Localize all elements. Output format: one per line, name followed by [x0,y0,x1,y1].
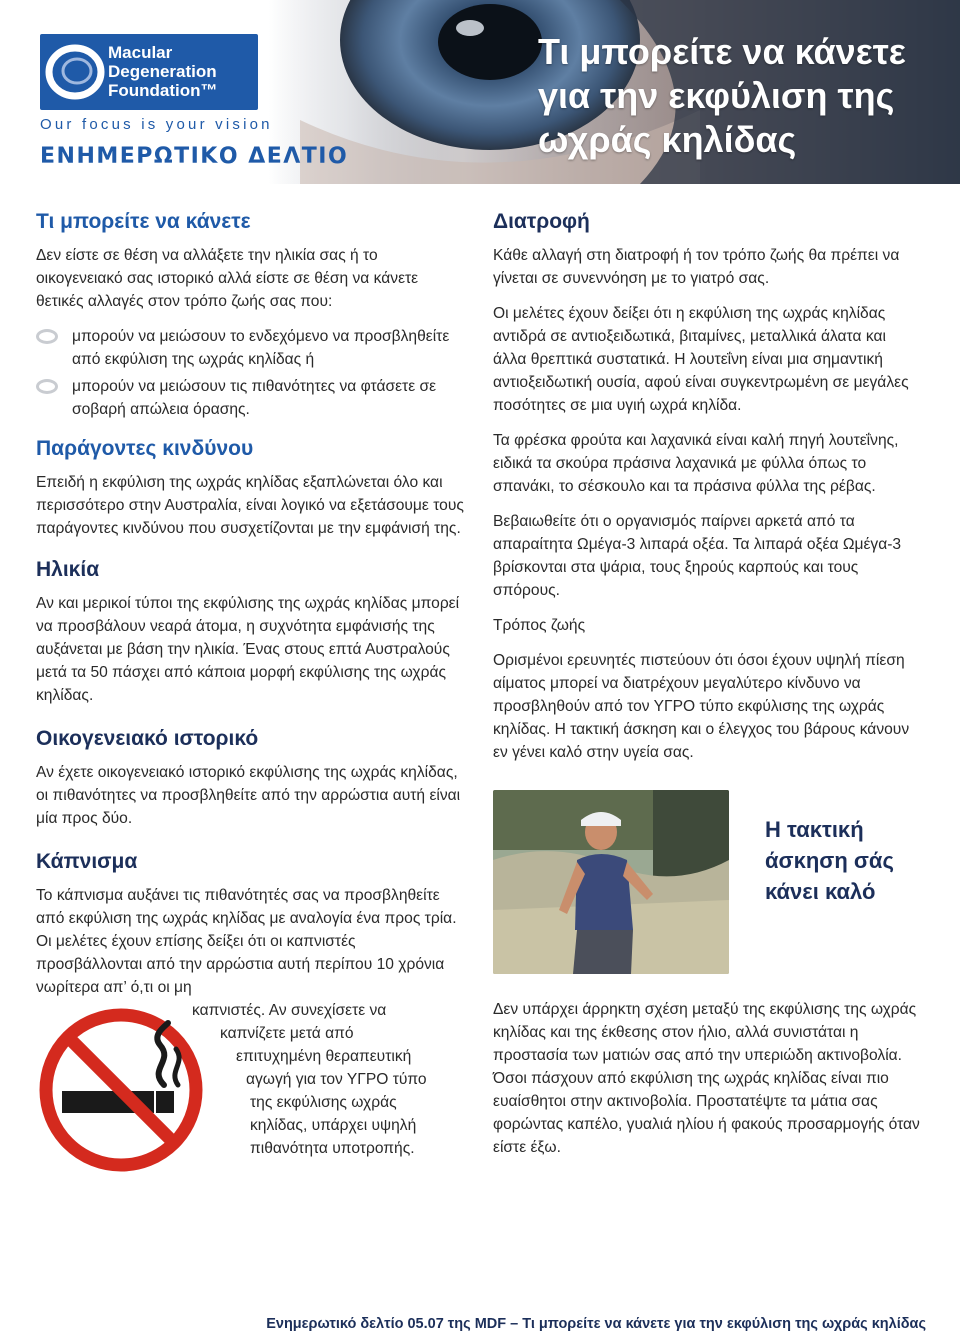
right-column [493,208,923,1171]
smoking-line: της εκφύλισης ωχράς [250,1094,397,1111]
risk-heading: Παράγοντες κινδύνου [36,437,254,460]
bullet-text: μπορούν να μειώσουν το ενδεχόμενο να προσβληθείτε από εκφύλιση της ωχράς κηλίδας ή [72,328,450,368]
bullet-list [36,325,466,421]
bullet-ring-icon [36,329,58,344]
logo-text-line2: Degeneration [108,62,217,81]
diet-paragraph: Κάθε αλλαγή στη διατροφή ή τον τρόπο ζωής θα πρέπει να γίνεται σε συνεννόηση με το γιατρό σας. [493,247,900,287]
diet-heading: Διατροφή [493,210,590,233]
title-line: ωχράς κηλίδας [538,119,797,160]
photo-caption: Η τακτική άσκηση σάς κάνει καλό [765,817,894,904]
diet-paragraph: Βεβαιωθείτε ότι ο οργανισμός παίρνει αρκετά από τα απαραίτητα Ωμέγα-3 λιπαρά οξέα. Τα λιπαρά οξέα Ωμέγα-3 βρίσκονται στα ψάρια, τους ξηρούς καρπούς και τους σπόρους. [493,513,902,599]
page-title [538,30,918,162]
bulletin-label: ΕΝΗΜΕΡΩΤΙΚΟ ΔΕΛΤΙΟ [40,144,349,169]
bullet-text: μπορούν να μειώσουν τις πιθανότητες να φτάσετε σε σοβαρή απώλεια όρασης. [72,378,437,418]
age-heading: Ηλικία [36,558,100,581]
diet-paragraph: Τα φρέσκα φρούτα και λαχανικά είναι καλή πηγή λουτεΐνης, ειδικά τα σκούρα πράσινα λαχανικά με φύλλα όπως το σπανάκι, το σέσκουλο και τα πράσινα φύλλα της ρέβας. [493,432,899,495]
smoking-line: κηλίδας, υπάρχει υψηλή [250,1117,417,1134]
logo-circle-icon [44,41,106,103]
left-column [36,208,466,1160]
what-intro: Δεν είστε σε θέση να αλλάξετε την ηλικία σας ή το οικογενειακό σας ιστορικό αλλά είστε σε θέση να κάνετε θετικές αλλαγές στον τρόπο ζωής σας που: [36,247,419,310]
smoking-line: καπνίζετε μετά από [220,1025,354,1042]
diet-paragraph: Οι μελέτες έχουν δείξει ότι η εκφύλιση της ωχράς κηλίδας αντιδρά σε αντιοξειδωτικά, βιταμίνες, μεταλλικά άλατα και άλλα θρεπτικά συστατικά. Η λουτεΐνη είναι μια σημαντική αντιοξειδωτική ουσία, αφού είναι συγκεντρωμένη σε μεγάλες ποσότητες σε μια υγιή ωχρά κηλίδα. [493,305,909,414]
no-smoking-icon [36,1005,206,1175]
family-heading: Οικογενειακό ιστορικό [36,727,259,750]
logo-text-line1: Macular [108,43,173,62]
age-text: Αν και μερικοί τύποι της εκφύλισης της ωχράς κηλίδας μπορεί να προσβάλουν νεαρά άτομα, η συχνότητα εμφάνισής της αυξάνεται με βάση την ηλικία. Ένας στους επτά Αυστραλούς μετά τα 50 πάσχει από κάποια μορφή εκφύλισης της ωχράς κηλίδας. [36,595,460,704]
lifestyle-paragraph: Ορισμένοι ερευνητές πιστεύουν ότι όσοι έχουν υψηλή πίεση αίματος μπορεί να διατρέχουν μεγαλύτερο κίνδυνο να προσβληθούν από τον ΥΓΡΟ τύπο εκφύλισης της ωχράς κηλίδας. Η τακτική άσκηση και ο έλεγχος του βάρους κάνουν εν γένει καλό στην υγεία σας. [493,652,910,761]
jogging-woman-photo [493,790,729,974]
header-banner [0,0,960,184]
smoking-wrap [36,999,466,1160]
smoking-heading: Κάπνισμα [36,850,138,873]
footer-text: Ενημερωτικό δελτίο 05.07 της MDF – Τι μπορείτε να κάνετε για την εκφύλιση της ωχράς κηλίδας [266,1316,926,1332]
title-line: για την εκφύλιση της [538,75,895,116]
smoking-line: αγωγή για τον ΥΓΡΟ τύπο [246,1071,427,1088]
tagline: Our focus is your vision [40,116,273,133]
bullet-ring-icon [36,379,58,394]
mdf-logo[interactable] [40,34,258,110]
risk-text: Επειδή η εκφύλιση της ωχράς κηλίδας εξαπλώνεται όλο και περισσότερο στην Αυστραλία, είναι λογικό να εξετάσουμε τους παράγοντες κινδύνου που συσχετίζονται με την εμφάνισή της. [36,474,464,537]
title-line: Τι μπορείτε να κάνετε [538,31,906,72]
photo-row [493,790,923,974]
lifestyle-label: Τρόπος ζωής [493,617,586,634]
smoking-line: επιτυχημένη θεραπευτική [236,1048,412,1065]
what-heading: Τι μπορείτε να κάνετε [36,210,251,233]
smoking-line: πιθανότητα υποτροπής. [250,1140,415,1157]
family-text: Αν έχετε οικογενειακό ιστορικό εκφύλισης της ωχράς κηλίδας, οι πιθανότητες να προσβληθείτε από την αρρώστια αυτή είναι μία προς δύο. [36,764,461,827]
list-item [36,375,466,421]
sun-paragraph: Δεν υπάρχει άρρηκτη σχέση μεταξύ της εκφύλισης της ωχράς κηλίδας και της έκθεσης στον ήλιο, αλλά συνιστάται η προστασία των ματιών σας από την υπεριώδη ακτινοβολία. Όσοι πάσχουν από εκφύλιση της ωχράς κηλίδας είναι πιο ευαίσθητοι στην ακτινοβολία. Προστατέψτε τα μάτια σας φορώντας καπέλο, γυαλιά ηλίου ή φακούς προσαρμογής όταν είστε έξω. [493,1001,920,1156]
smoking-text: Το κάπνισμα αυξάνει τις πιθανότητές σας να προσβληθείτε από εκφύλιση της ωχράς κηλίδας με αναλογία ένα προς τρία. Οι μελέτες έχουν επίσης δείξει ότι οι καπνιστές προσβάλλονται από την αρρώστια αυτή περίπου 10 χρόνια νωρίτερα απ’ ό,τι οι μη [36,887,457,996]
smoking-line: καπνιστές. Αν συνεχίσετε να [192,1002,387,1019]
list-item [36,325,466,371]
logo-text-line3: Foundation™ [108,81,218,100]
